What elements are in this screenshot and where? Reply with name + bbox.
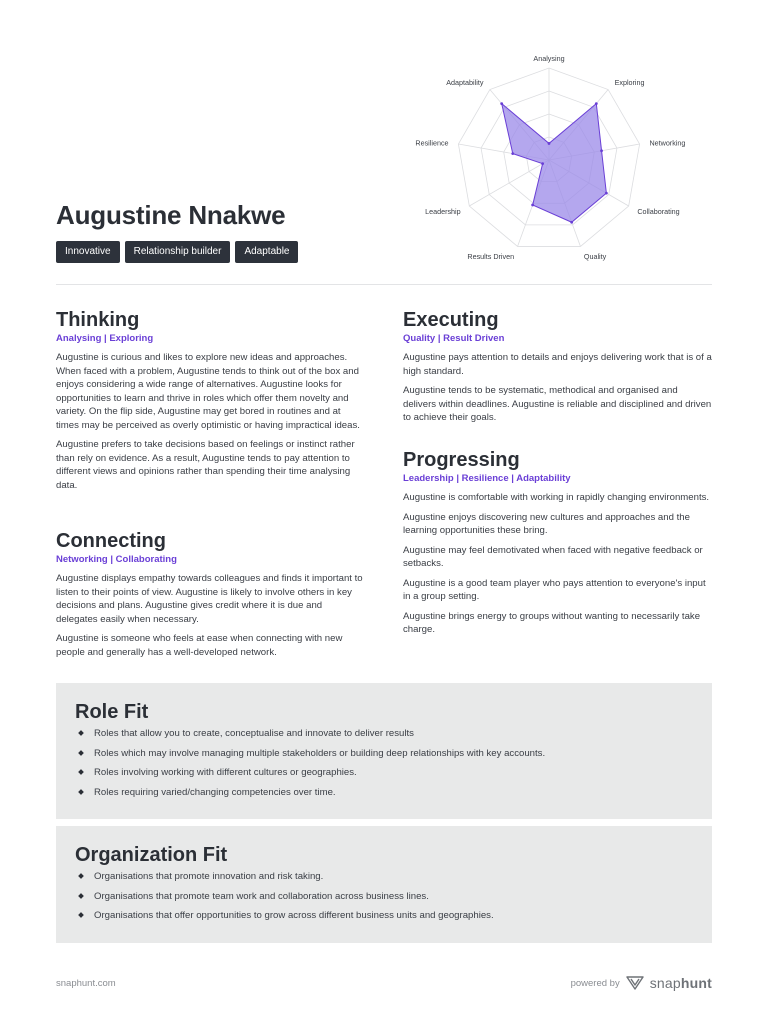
section-paragraph: Augustine is curious and likes to explore new ideas and approaches. When faced with a problem, Augustine tends to think out of the box and enjoys considering a wide range of alternatives. Augustine looks for opportunities to learn and thrive in roles which offer them novelty and variety. On the flip side, Augustine may get bored in routines and at times may be perceived as overly optimistic or having impractical ideas. — [56, 352, 360, 431]
list-item-text: Roles requiring varied/changing competencies over time. — [94, 786, 336, 798]
role-fit-panel — [56, 683, 712, 819]
section-paragraph: Augustine is comfortable with working in rapidly changing environments. — [403, 492, 710, 503]
trait-tag: Relationship builder — [125, 241, 231, 263]
list-item — [75, 727, 692, 740]
radar-axis-label: Networking — [649, 138, 686, 148]
divider — [56, 284, 712, 285]
list-item — [75, 747, 692, 760]
section-thinking — [56, 309, 366, 492]
radar-point — [531, 204, 534, 207]
section-paragraph: Augustine is someone who feels at ease when connecting with new people and generally has a well-developed network. — [56, 633, 343, 658]
list-item — [75, 890, 692, 903]
radar-point — [595, 102, 598, 105]
section-executing — [403, 309, 713, 425]
list-item — [75, 870, 692, 883]
footer-site-link[interactable]: snaphunt.com — [56, 978, 116, 989]
brand-part-a: snap — [649, 975, 681, 991]
candidate-name: Augustine Nnakwe — [56, 200, 286, 230]
radar-point — [500, 102, 503, 105]
radar-point — [570, 221, 573, 224]
radar-svg — [400, 50, 700, 261]
radar-point — [605, 192, 608, 195]
radar-point — [541, 162, 544, 165]
section-title: Connecting — [56, 530, 166, 552]
section-title: Executing — [403, 309, 499, 331]
section-paragraph: Augustine may feel demotivated when faced with negative feedback or setbacks. — [403, 544, 703, 569]
section-subtitle: Analysing | Exploring — [56, 333, 154, 344]
section-title: Progressing — [403, 449, 520, 471]
section-subtitle: Leadership | Resilience | Adaptability — [403, 473, 571, 484]
radar-data-area — [502, 104, 607, 223]
section-subtitle: Networking | Collaborating — [56, 554, 177, 565]
section-progressing — [403, 449, 713, 637]
section-paragraph: Augustine enjoys discovering new cultures and approaches and the learning opportunities these bring. — [403, 511, 690, 536]
diamond-bullet-icon — [78, 912, 84, 918]
radar-axis-label: Adaptability — [446, 77, 484, 87]
diamond-bullet-icon — [78, 769, 84, 775]
panel-title: Role Fit — [75, 701, 149, 723]
list-item-text: Organisations that offer opportunities to grow across different business units and geographies. — [94, 910, 494, 922]
diamond-bullet-icon — [78, 789, 84, 795]
diamond-bullet-icon — [78, 730, 84, 736]
snaphunt-logo-icon — [626, 976, 644, 990]
radar-axis-label: Analysing — [533, 54, 565, 63]
section-paragraph: Augustine pays attention to details and enjoys delivering work that is of a high standard. — [403, 352, 712, 377]
brand-part-b: hunt — [680, 975, 712, 991]
skills-radar-chart — [400, 50, 700, 261]
panel-title: Organization Fit — [75, 844, 228, 866]
section-title: Thinking — [56, 309, 140, 331]
radar-axis-label: Collaborating — [637, 207, 680, 216]
section-paragraph: Augustine is a good team player who pays attention to everyone's input in a group setting. — [403, 577, 706, 602]
section-paragraph: Augustine prefers to take decisions based on feelings or instinct rather than rely on evidence. As a result, Augustine tends to pay attention to different views and opinions rather than spending their time analysing data. — [56, 439, 355, 491]
radar-point — [600, 149, 603, 152]
role-fit-list — [75, 727, 692, 799]
list-item-text: Roles involving working with different cultures or geographies. — [94, 767, 357, 779]
diamond-bullet-icon — [78, 893, 84, 899]
radar-axis-label: Leadership — [425, 207, 461, 216]
radar-point — [548, 142, 551, 145]
diamond-bullet-icon — [78, 873, 84, 879]
trait-tag: Innovative — [56, 241, 120, 263]
brand-logo-text — [650, 975, 712, 991]
section-paragraph: Augustine displays empathy towards colleagues and finds it important to listen to their points of view. Augustine is likely to involve others in key decisions and plans. Augustine gives credit where it is due and delegates easily when necessary. — [56, 573, 363, 625]
radar-axis-label: Quality — [583, 251, 607, 261]
diamond-bullet-icon — [78, 750, 84, 756]
section-subtitle: Quality | Result Driven — [403, 333, 505, 344]
footer-powered-by — [571, 975, 712, 991]
section-connecting — [56, 530, 366, 659]
radar-axis-label: Exploring — [614, 77, 645, 87]
section-paragraph: Augustine brings energy to groups without wanting to necessarily take charge. — [403, 610, 701, 635]
profile-header — [56, 200, 298, 263]
list-item-text: Roles which may involve managing multiple stakeholders or building deep relationships with key accounts. — [94, 747, 546, 759]
section-paragraph: Augustine tends to be systematic, methodical and organised and delivers within deadlines. Augustine is reliable and disciplined and driven to achieve their goals. — [403, 385, 712, 423]
list-item — [75, 766, 692, 779]
trait-tags — [56, 241, 298, 263]
list-item — [75, 786, 692, 799]
radar-axis-label: Resilience — [415, 138, 449, 148]
radar-axis-label: Results Driven — [467, 251, 515, 261]
powered-by-text: powered by — [570, 977, 620, 989]
list-item — [75, 909, 692, 922]
trait-tag: Adaptable — [235, 241, 298, 263]
list-item-text: Organisations that promote team work and collaboration across business lines. — [94, 890, 429, 902]
radar-point — [511, 152, 514, 155]
organization-fit-panel — [56, 826, 712, 943]
list-item-text: Roles that allow you to create, conceptualise and innovate to deliver results — [94, 728, 414, 739]
list-item-text: Organisations that promote innovation and risk taking. — [94, 871, 324, 882]
org-fit-list — [75, 870, 692, 922]
